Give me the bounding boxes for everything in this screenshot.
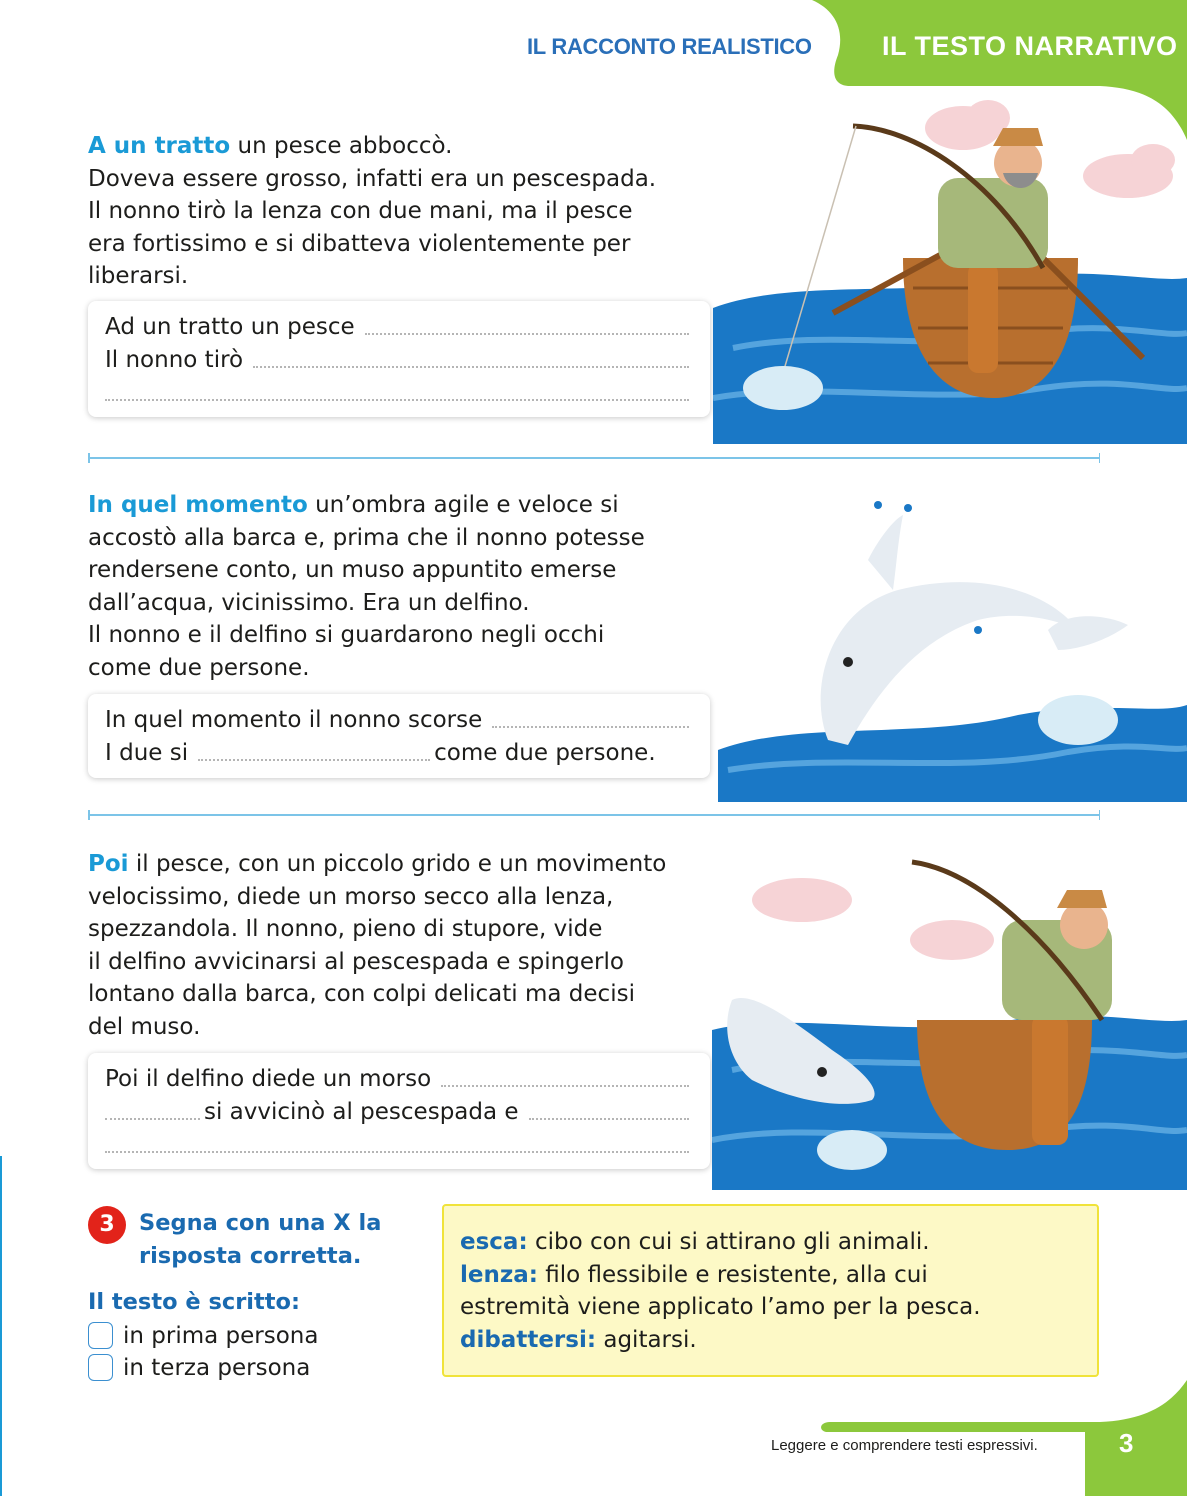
text-line: era fortissimo e si dibatteva violentemente per [88, 230, 631, 257]
fill-prompt: Ad un tratto un pesce [105, 314, 355, 340]
highlight-text: A un tratto [88, 133, 231, 159]
answer-line[interactable] [105, 1151, 689, 1153]
fill-prompt: si avvicinò al pescespada e [204, 1099, 519, 1125]
fill-in-box-1 [88, 301, 710, 417]
text-line: rendersene conto, un muso appuntito emerse [88, 557, 617, 584]
fill-prompt: In quel momento il nonno scorse [105, 707, 483, 733]
text-line: accostò alla barca e, prima che il nonno potesse [88, 524, 645, 551]
paragraph-3 [88, 848, 666, 1044]
answer-line[interactable] [441, 1085, 689, 1087]
fisherman-dolphin-illustration [712, 850, 1187, 1190]
exercise-title [139, 1207, 381, 1273]
text-line: dall’acqua, vicinissimo. Era un delfino. [88, 589, 530, 616]
fill-prompt: I due si [105, 740, 189, 766]
glossary-definition: cibo con cui si attirano gli animali. [527, 1229, 930, 1255]
glossary-term: lenza: [460, 1261, 538, 1288]
exercise-question: Il testo è scritto: [88, 1289, 300, 1315]
glossary-definition: agitarsi. [596, 1326, 697, 1353]
dolphin-illustration [718, 490, 1187, 802]
glossary-definition: filo flessibile e resistente, alla cui [537, 1261, 928, 1288]
paragraph-2 [88, 489, 645, 685]
answer-line[interactable] [105, 1118, 200, 1120]
text-line: spezzandola. Il nonno, pieno di stupore, vide [88, 916, 603, 943]
text-line: Doveva essere grosso, infatti era un pescespada. [88, 165, 657, 192]
fisherman-illustration [713, 88, 1187, 444]
option-third-person[interactable] [88, 1354, 310, 1381]
answer-line[interactable] [529, 1118, 689, 1120]
fill-in-box-3 [88, 1053, 710, 1169]
glossary-term: esca: [460, 1229, 528, 1255]
text-line: lontano dalla barca, con colpi delicati ma decisi [88, 981, 635, 1008]
text-line: Il nonno e il delfino si guardarono negli occhi [88, 622, 605, 649]
text-line: velocissimo, diede un morso secco alla lenza, [88, 883, 614, 910]
section-divider [88, 457, 1100, 459]
checkbox[interactable] [88, 1354, 113, 1381]
highlight-text: Poi [88, 851, 129, 877]
exercise-title-line: risposta corretta. [139, 1243, 362, 1269]
page-number: 3 [1119, 1428, 1134, 1458]
option-label: in prima persona [123, 1322, 319, 1349]
fill-prompt: come due persone. [434, 740, 656, 766]
exercise-title-line: Segna con una X la [139, 1210, 382, 1236]
exercise-number-badge: 3 [88, 1206, 126, 1244]
answer-line[interactable] [105, 399, 689, 401]
answer-line[interactable] [198, 759, 430, 761]
fill-prompt: Poi il delfino diede un morso [105, 1066, 432, 1092]
text-line: il pesce, con un piccolo grido e un movimento [128, 851, 667, 877]
glossary-definition: estremità viene applicato l’amo per la pesca. [460, 1294, 981, 1321]
text-line: un pesce abboccò. [230, 133, 453, 159]
text-line: del muso. [88, 1013, 201, 1040]
answer-line[interactable] [492, 726, 689, 728]
fill-in-box-2 [88, 694, 710, 778]
text-line: un’ombra agile e veloce si [307, 492, 619, 518]
text-line: il delfino avvicinarsi al pescespada e spingerlo [88, 948, 624, 975]
glossary-box [442, 1204, 1099, 1377]
checkbox[interactable] [88, 1322, 113, 1349]
paragraph-1 [88, 130, 656, 293]
text-line: liberarsi. [88, 263, 189, 290]
chapter-label: IL TESTO NARRATIVO [882, 31, 1178, 61]
answer-line[interactable] [365, 333, 689, 335]
option-first-person[interactable] [88, 1322, 318, 1349]
option-label: in terza persona [123, 1354, 311, 1381]
text-line: come due persone. [88, 654, 310, 681]
section-divider [88, 814, 1100, 816]
glossary-term: dibattersi: [460, 1326, 597, 1353]
section-label: IL RACCONTO REALISTICO [527, 34, 812, 59]
fill-prompt: Il nonno tirò [105, 347, 244, 373]
answer-line[interactable] [253, 366, 689, 368]
highlight-text: In quel momento [88, 492, 308, 518]
text-line: Il nonno tirò la lenza con due mani, ma il pesce [88, 198, 633, 225]
footer-caption: Leggere e comprendere testi espressivi. [771, 1437, 1038, 1454]
